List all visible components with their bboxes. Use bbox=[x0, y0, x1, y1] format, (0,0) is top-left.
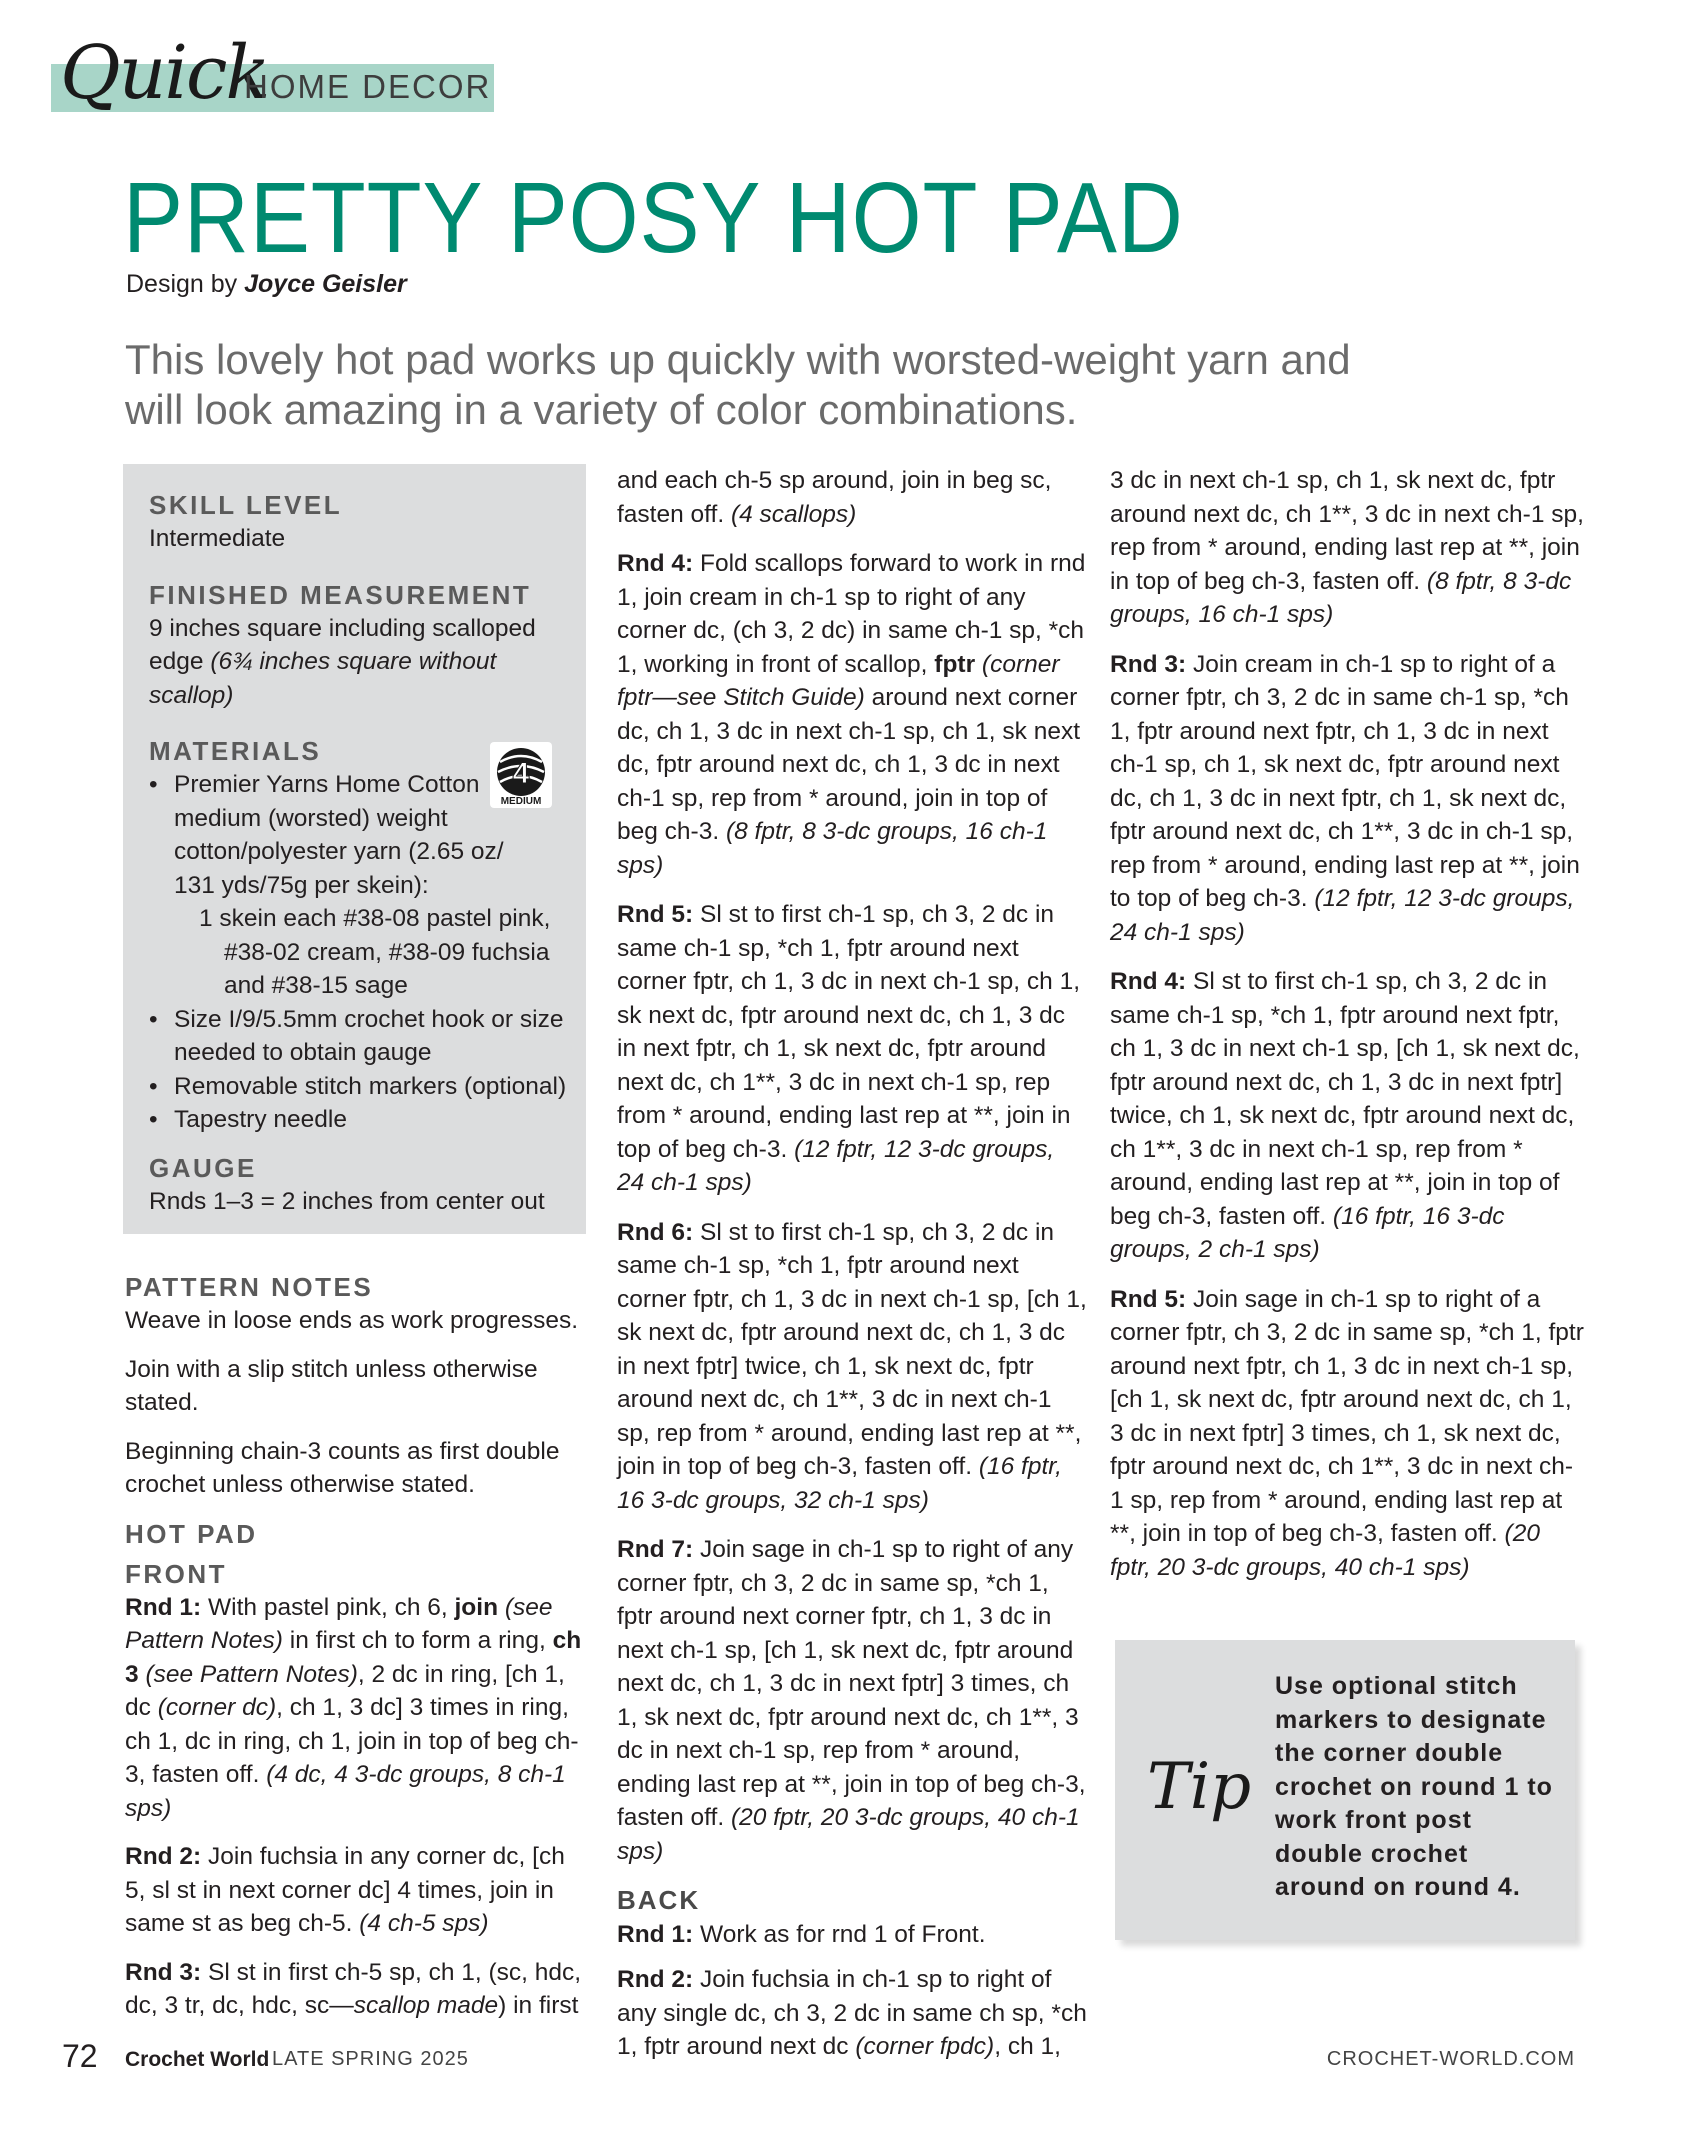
designer-name: Joyce Geisler bbox=[244, 270, 407, 298]
list-item: • Premier Yarns Home Cotton medium (worsted) weight cotton/polyester yarn (2.65 oz/ 131 yds/75g per skein): 1 skein each #38-08 pastel pink, #38-02 cream, #38-09 fuchsia and #38-15 sage bbox=[149, 768, 569, 1003]
pattern-notes bbox=[125, 1270, 585, 2038]
list-item: • Size I/9/5.5mm crochet hook or size needed to obtain gauge bbox=[149, 1003, 569, 1070]
hotpad-heading: HOT PAD bbox=[125, 1518, 258, 1549]
back-rnd-5: Rnd 5: Join sage in ch-1 sp to right of a corner fptr, ch 3, 2 dc in same sp, *ch 1, fptr around next fptr, ch 1, 3 dc in next ch-1 sp, [ch 1, sk next dc, fptr around next dc, ch 1, 3 dc in next fptr] 3 times, ch 1, sk next dc, fptr around next dc, ch 1**, 3 dc in next ch-1 sp, rep from * around, ending last rep at **, join in top of beg ch-3, fasten off. (20 fptr, 20 3-dc groups, 40 ch-1 sps) bbox=[1110, 1285, 1584, 1581]
byline-prefix: Design by bbox=[126, 270, 245, 298]
intro-text: This lovely hot pad works up quickly with worsted-weight yarn and will look amazing in a variety of color combinations. bbox=[125, 336, 1351, 433]
back-rnd-3: Rnd 3: Join cream in ch-1 sp to right of a corner fptr, ch 3, 2 dc in same ch-1 sp, *ch 1, fptr around next fptr, ch 1, 3 dc in next ch-1 sp, ch 1, sk next dc, fptr around next dc, ch 1, 3 dc in next fptr, ch 1, sk next dc, fptr around next dc, ch 1**, 3 dc in ch-1 sp, rep from * around, ending last rep at **, join to top of beg ch-3. (12 fptr, 12 3-dc groups, 24 ch-1 sps) bbox=[1110, 650, 1580, 946]
front-rnd-7: Rnd 7: Join sage in ch-1 sp to right of any corner fptr, ch 3, 2 dc in same sp, *ch 1, fptr around next corner fptr, ch 1, 3 dc in next ch-1 sp, [ch 1, sk next dc, fptr around next dc, ch 1, 3 dc in next fptr] 3 times, ch 1, sk next dc, fptr around next dc, ch 1**, 3 dc in next ch-1 sp, rep from * around, ending last rep at **, join in top of beg ch-3, fasten off. (20 fptr, 20 3-dc groups, 40 ch-1 sps) bbox=[617, 1536, 1086, 1865]
website: CROCHET-WORLD.COM bbox=[1326, 2048, 1575, 2070]
yarn-weight-icon bbox=[486, 740, 556, 810]
yarn-weight-label: MEDIUM bbox=[500, 796, 542, 807]
materials-heading: MATERIALS bbox=[149, 736, 322, 766]
front-rnd-5: Rnd 5: Sl st to first ch-1 sp, ch 3, 2 dc in same ch-1 sp, *ch 1, fptr around next corner fptr, ch 1, 3 dc in next ch-1 sp, ch 1, sk next dc, fptr around next dc, ch 1, 3 dc in next fptr, ch 1, sk next dc, fptr around next dc, ch 1**, 3 dc in next ch-1 sp, rep from * around, ending last rep at **, join in top of beg ch-3. (12 fptr, 12 3-dc groups, 24 ch-1 sps) bbox=[617, 901, 1081, 1196]
note: Weave in loose ends as work progresses. bbox=[125, 1307, 579, 1334]
list-item: • Removable stitch markers (optional) bbox=[149, 1070, 569, 1104]
gauge-heading: GAUGE bbox=[149, 1152, 257, 1183]
yarn-weight-number: 4 bbox=[512, 757, 530, 790]
finished-measurement: 9 inches square including scalloped edge (6¾ inches square without scallop) bbox=[149, 614, 536, 709]
front-rnd-3: Rnd 3: Sl st in first ch-5 sp, ch 1, (sc, hdc, dc, 3 tr, dc, hdc, sc—scallop made) in first bbox=[125, 1958, 582, 2019]
tip-script-label: Tip bbox=[1147, 1750, 1252, 1824]
materials-sidebar bbox=[123, 464, 586, 1234]
notes-heading: PATTERN NOTES bbox=[125, 1272, 374, 1302]
materials-list bbox=[149, 768, 569, 1137]
front-rnd-4: Rnd 4: Fold scallops forward to work in rnd 1, join cream in ch-1 sp to right of any corner dc, (ch 3, 2 dc) in same ch-1 sp, *ch 1, working in front of scallop, fptr (corner fptr—see Stitch Guide) around next corner dc, ch 1, 3 dc in next ch-1 sp, ch 1, sk next dc, fptr around next dc, ch 1, 3 dc in next ch-1 sp, rep from * around, join in top of beg ch-3. (8 fptr, 8 3-dc groups, 16 ch-1 sps) bbox=[617, 550, 1086, 879]
back-rnd-2: Rnd 2: Join fuchsia in ch-1 sp to right of any single dc, ch 3, 2 dc in same ch sp, *ch 1, fptr around next dc (corner fpdc), ch 1, bbox=[617, 1966, 1087, 2060]
front-rnd-1: Rnd 1: With pastel pink, ch 6, join (see Pattern Notes) in first ch to form a ring, ch 3 (see Pattern Notes), 2 dc in ring, [ch 1, dc (corner dc), ch 1, 3 dc] 3 times in ring, ch 1, dc in ring, ch 1, join in top of beg ch-3, fasten off. (4 dc, 4 3-dc groups, 8 ch-1 sps) bbox=[125, 1593, 582, 1822]
section-label: HOME DECOR bbox=[244, 68, 492, 105]
magazine-name: Crochet World bbox=[125, 2048, 270, 2071]
back-rnd-2-cont: 3 dc in next ch-1 sp, ch 1, sk next dc, fptr around next dc, ch 1**, 3 dc in next ch-1 sp, rep from * around, ending last rep at **, join in top of beg ch-3, fasten off. (8 fptr, 8 3-dc groups, 16 ch-1 sps) bbox=[1110, 467, 1584, 628]
front-rnd-2: Rnd 2: Join fuchsia in any corner dc, [ch 5, sl st in next corner dc] 4 times, join in same st as beg ch-5. (4 ch-5 sps) bbox=[125, 1843, 565, 1937]
page-title: PRETTY POSY HOT PAD bbox=[123, 162, 1184, 274]
pattern-column-2 bbox=[617, 464, 1087, 2080]
back-rnd-4: Rnd 4: Sl st to first ch-1 sp, ch 3, 2 dc in same ch-1 sp, *ch 1, fptr around next fptr, ch 1, 3 dc in next ch-1 sp, [ch 1, sk next dc, fptr around next dc, ch 1, 3 dc in next fptr] twice, ch 1, sk next dc, fptr around next dc, ch 1**, 3 dc in next ch-1 sp, rep from * around, ending last rep at **, join in top of beg ch-3, fasten off. (16 fptr, 16 3-dc groups, 2 ch-1 sps) bbox=[1110, 968, 1580, 1263]
front-rnd-6: Rnd 6: Sl st to first ch-1 sp, ch 3, 2 dc in same ch-1 sp, *ch 1, fptr around next corner fptr, ch 1, 3 dc in next ch-1 sp, [ch 1, sk next dc, fptr around next dc, ch 1, 3 dc in next fptr] twice, ch 1, sk next dc, fptr around next dc, ch 1**, 3 dc in next ch-1 sp, rep from * around, ending last rep at **, join in top of beg ch-3, fasten off. (16 fptr, 16 3-dc groups, 32 ch-1 sps) bbox=[617, 1218, 1087, 1514]
byline bbox=[126, 270, 407, 299]
tip-box bbox=[1115, 1640, 1575, 1940]
list-item: • Tapestry needle bbox=[149, 1103, 569, 1137]
note: Beginning chain-3 counts as first double crochet unless otherwise stated. bbox=[125, 1437, 560, 1498]
note: Join with a slip stitch unless otherwise stated. bbox=[125, 1355, 538, 1416]
skill-level: Intermediate bbox=[149, 525, 286, 552]
issue-date: LATE SPRING 2025 bbox=[272, 2048, 469, 2070]
tip-text: Use optional stitch markers to designate the corner double crochet on round 1 to work front post double crochet around on round 4. bbox=[1275, 1672, 1553, 1901]
back-rnd-1: Rnd 1: Work as for rnd 1 of Front. bbox=[617, 1920, 986, 1948]
page-number: 72 bbox=[62, 2038, 98, 2074]
skill-heading: SKILL LEVEL bbox=[149, 490, 343, 520]
measure-heading: FINISHED MEASUREMENT bbox=[149, 579, 532, 610]
front-heading: FRONT bbox=[125, 1558, 228, 1589]
back-heading: BACK bbox=[617, 1885, 701, 1915]
pattern-column-3 bbox=[1110, 464, 1585, 1600]
front-rnd-3-cont: and each ch-5 sp around, join in beg sc, fasten off. (4 scallops) bbox=[617, 467, 1052, 528]
gauge-text: Rnds 1–3 = 2 inches from center out bbox=[149, 1187, 545, 1215]
quick-script-logo: Quick bbox=[60, 30, 269, 116]
